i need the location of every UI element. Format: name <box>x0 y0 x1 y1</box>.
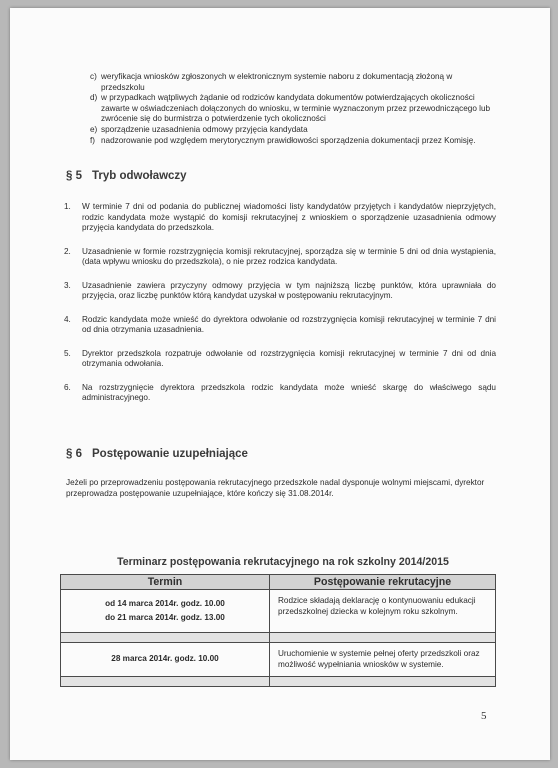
list-item-text: Uzasadnienie w formie rozstrzygnięcia komisji rekrutacyjnej, sporządza się w terminie 5 dni od dnia wystąpienia,(data wpływu wniosku do przedszkola), o nie przez rodzica kandydata. <box>82 246 496 267</box>
list-item <box>64 315 496 336</box>
separator-cell <box>61 633 270 643</box>
list-marker: 5. <box>64 348 71 358</box>
separator-cell <box>61 677 270 687</box>
list-item-text: w przypadkach wątpliwych żądanie od rodziców kandydata dokumentów potwierdzających okoliczności zawarte w oświadczeniach dołączonych do wniosku, w terminie wyznaczonym przez przewodniczącego lub zwrócenie się do burmistrza o potwierdzenie tych okoliczności <box>101 93 491 124</box>
list-item-text: weryfikacja wniosków zgłoszonych w elektronicznym systemie naboru z dokumentacją złożoną w przedszkolu <box>101 72 453 92</box>
list-item <box>64 349 496 370</box>
list-marker: 3. <box>64 280 71 290</box>
section-title: Postępowanie uzupełniające <box>92 448 248 460</box>
table-header-row <box>61 575 496 590</box>
list-item-text: sporządzenie uzasadnienia odmowy przyjęcia kandydata <box>101 124 308 134</box>
section-number: § 5 <box>66 170 82 182</box>
table-row <box>61 590 496 633</box>
schedule-table <box>60 574 496 687</box>
list-marker: c) <box>90 72 97 81</box>
table-separator-row <box>61 677 496 687</box>
list-item-text: Dyrektor przedszkola rozpatruje odwołanie od rozstrzygnięcia komisji rekrutacyjnej w terminie 7 dni od dnia otrzymania odwołania. <box>82 348 496 369</box>
date-single: 28 marca 2014r. godz. 10.00 <box>111 654 219 664</box>
term-cell <box>61 590 270 633</box>
schedule-title: Terminarz postępowania rekrutacyjnego na rok szkolny 2014/2015 <box>117 556 449 568</box>
document-page <box>10 8 550 760</box>
list-item <box>64 281 496 302</box>
column-header-procedure: Postępowanie rekrutacyjne <box>270 575 496 590</box>
section-6-heading <box>66 448 248 460</box>
procedure-cell: Rodzice składają deklarację o kontynuowaniu edukacji przedszkolnej dziecka w kolejnym roku szkolnym. <box>270 590 496 633</box>
table-separator-row <box>61 633 496 643</box>
list-item <box>90 72 495 93</box>
procedure-cell: Uruchomienie w systemie pełnej oferty przedszkoli oraz możliwość wypełniania wniosków w systemie. <box>270 643 496 677</box>
list-marker: d) <box>90 93 98 103</box>
list-item-text: Uzasadnienie zawiera przyczyny odmowy przyjęcia w tym najniższą liczbę punktów, która uprawniała do przyjęcia, oraz liczbę punktów którą kandydat uzyskał w postępowaniu rekrutacyjnym. <box>82 280 496 301</box>
list-item <box>90 93 495 125</box>
list-item-text: nadzorowanie pod względem merytorycznym prawidłowości sporządzenia dokumentacji przez Komisję. <box>101 135 476 145</box>
list-marker: 1. <box>64 202 71 211</box>
term-cell <box>61 643 270 677</box>
commission-duties-list <box>90 72 495 146</box>
section-number: § 6 <box>66 448 82 460</box>
column-header-term: Termin <box>61 575 270 590</box>
list-item <box>90 125 495 136</box>
list-marker: e) <box>90 124 98 134</box>
supplementary-procedure-paragraph: Jeżeli po przeprowadzeniu postępowania rekrutacyjnego przedszkole nadal dysponuje wolnymi miejscami, dyrektor przeprowadza postępowanie uzupełniające, które kończy się 31.08.2014r. <box>66 478 485 498</box>
page-number: 5 <box>481 710 487 722</box>
list-item-text: Rodzic kandydata może wnieść do dyrektora odwołanie od rozstrzygnięcia komisji rekrutacyjnej w terminie 7 dni od dnia otrzymania uzasadnienia. <box>82 314 496 335</box>
date-from: od 14 marca 2014r. godz. 10.00 <box>105 599 225 608</box>
list-marker: f) <box>90 135 96 145</box>
appeal-procedure-list <box>64 202 496 417</box>
separator-cell <box>270 677 496 687</box>
section-5-heading <box>66 170 187 182</box>
date-to: do 21 marca 2014r. godz. 13.00 <box>105 612 225 622</box>
table-row <box>61 643 496 677</box>
separator-cell <box>270 633 496 643</box>
list-item-text: W terminie 7 dni od podania do publicznej wiadomości listy kandydatów przyjętych i kandydatów nieprzyjętych, rodzic kandydata może wystąpić do komisji rekrutacyjnej z wnioskiem o sporządzenie uzasadnienia odmowy przyjęcia kandydata do przedszkola. <box>82 202 496 233</box>
list-item <box>64 247 496 268</box>
list-marker: 2. <box>64 246 71 256</box>
list-marker: 6. <box>64 382 71 392</box>
list-item-text: Na rozstrzygnięcie dyrektora przedszkola rodzic kandydata może wnieść skargę do właściwego sądu administracyjnego. <box>82 382 496 403</box>
section-title: Tryb odwoławczy <box>92 170 187 182</box>
list-item <box>64 202 496 234</box>
list-item <box>90 136 495 147</box>
list-item <box>64 383 496 404</box>
list-marker: 4. <box>64 314 71 324</box>
